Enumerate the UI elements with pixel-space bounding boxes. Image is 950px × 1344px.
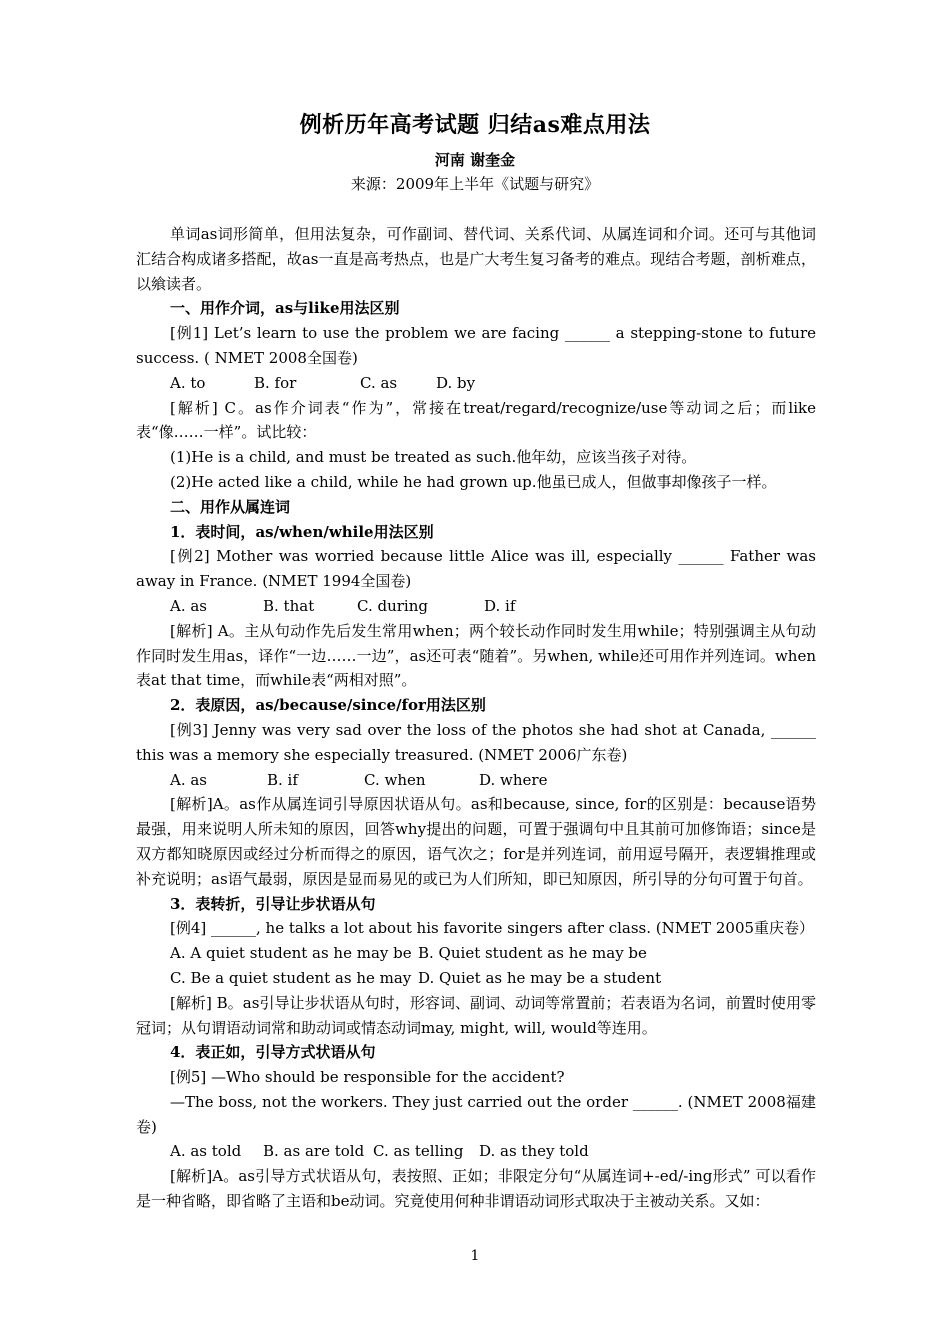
- example-options: [136, 371, 816, 396]
- example-options: [136, 1139, 816, 1164]
- example-question: [例5] —Who should be responsible for the accident?: [170, 1068, 565, 1087]
- option: C. during: [357, 596, 428, 615]
- author-line: 河南 谢奎金: [434, 151, 516, 169]
- example-question: [例4] ______, he talks a lot about his favorite singers after class. (NMET 2005重庆卷）: [170, 919, 815, 938]
- example-sentence: (1)He is a child, and must be treated as such.他年幼，应该当孩子对待。: [170, 448, 697, 467]
- intro-paragraph: 单词as词形简单，但用法复杂，可作副词、替代词、关系代词、从属连词和介词。还可与其他词汇结合构成诸多搭配，故as一直是高考热点，也是广大考生复习备考的难点。现结合考题，剖析难点，以飨读者。: [136, 225, 816, 293]
- option: B. Quiet student as he may be: [418, 944, 647, 963]
- option: C. when: [364, 770, 426, 789]
- example-options: [136, 594, 816, 619]
- example-options: [136, 941, 816, 966]
- option: D. by: [436, 373, 476, 392]
- source-line: 来源：2009年上半年《试题与研究》: [350, 175, 600, 193]
- option: A. as: [170, 596, 208, 615]
- option: D. where: [479, 770, 548, 789]
- subsection-heading: 4．表正如，引导方式状语从句: [170, 1043, 376, 1062]
- option: D. as they told: [479, 1142, 589, 1161]
- option: B. for: [254, 373, 297, 392]
- section-heading: 一、用作介词，as与like用法区别: [170, 299, 400, 318]
- option: B. if: [267, 770, 298, 789]
- option: A. A quiet student as he may be: [170, 944, 412, 963]
- option: B. as are told: [263, 1142, 365, 1161]
- example-analysis: [解析] B。as引导让步状语从句时，形容词、副词、动词等常置前；若表语为名词，前置时使用零冠词；从句谓语动词常和助动词或情态动词may, might, will, would等连用。: [136, 993, 816, 1037]
- example-sentence: (2)He acted like a child, while he had grown up.他虽已成人，但做事却像孩子一样。: [170, 472, 777, 491]
- subsection-heading: 1．表时间，as/when/while用法区别: [170, 522, 434, 541]
- example-options: [136, 768, 816, 793]
- page-title: 例析历年高考试题 归结as难点用法: [299, 112, 651, 138]
- section-heading: 二、用作从属连词: [170, 497, 291, 516]
- example-question: —The boss, not the workers. They just carried out the order ______. (NMET 2008福建卷): [136, 1092, 816, 1136]
- option: C. Be a quiet student as he may: [170, 968, 412, 987]
- example-question: [例3] Jenny was very sad over the loss of the photos she had shot at Canada, ______ this was a memory she especially treasured. (NMET 2006广东卷): [136, 720, 816, 764]
- example-question: [例2] Mother was worried because little Alice was ill, especially ______ Father was away in France. (NMET 1994全国卷): [136, 547, 816, 591]
- example-analysis: [解析]A。as作从属连词引导原因状语从句。as和because, since, for的区别是：because语势最强，用来说明人所未知的原因，回答why提出的问题，可置于强调句中且其前可加修饰语；since是双方都知晓原因或经过分析而得之的原因，语气次之；for是并列连词，前用逗号隔开，表逻辑推理或补充说明；as语气最弱，原因是显而易见的或已为人们所知，即已知原因，所引导的分句可置于句首。: [136, 795, 816, 888]
- option: D. Quiet as he may be a student: [418, 968, 662, 987]
- option: A. as: [170, 770, 208, 789]
- option: B. that: [263, 596, 315, 615]
- example-analysis: [解析] C。as作介词表“作为”，常接在treat/regard/recognize/use等动词之后；而like表“像……一样”。试比较：: [136, 398, 816, 442]
- option: A. as told: [170, 1142, 242, 1161]
- example-analysis: [解析] A。主从句动作先后发生常用when；两个较长动作同时发生用while；特别强调主从句动作同时发生用as，译作“一边……一边”，as还可表“随着”。另when, while还可用作并列连词。when表at that time，而while表“两相对照”。: [136, 621, 816, 690]
- subsection-heading: 3．表转折，引导让步状语从句: [170, 894, 376, 913]
- example-question: [例1] Let’s learn to use the problem we are facing ______ a stepping-stone to future success. ( NMET 2008全国卷): [136, 324, 816, 367]
- option: A. to: [170, 373, 206, 392]
- article-body: [136, 222, 816, 1214]
- option: C. as telling: [373, 1142, 464, 1161]
- subsection-heading: 2．表原因，as/because/since/for用法区别: [170, 696, 486, 715]
- option: C. as: [360, 373, 398, 392]
- page-number: 1: [470, 1248, 480, 1264]
- option: D. if: [484, 596, 516, 615]
- example-analysis: [解析]A。as引导方式状语从句，表按照、正如；非限定分句“从属连词+-ed/-ing形式” 可以看作是一种省略，即省略了主语和be动词。究竟使用何种非谓语动词形式取决于主被动关系。又如：: [136, 1167, 816, 1211]
- example-options: [136, 966, 816, 991]
